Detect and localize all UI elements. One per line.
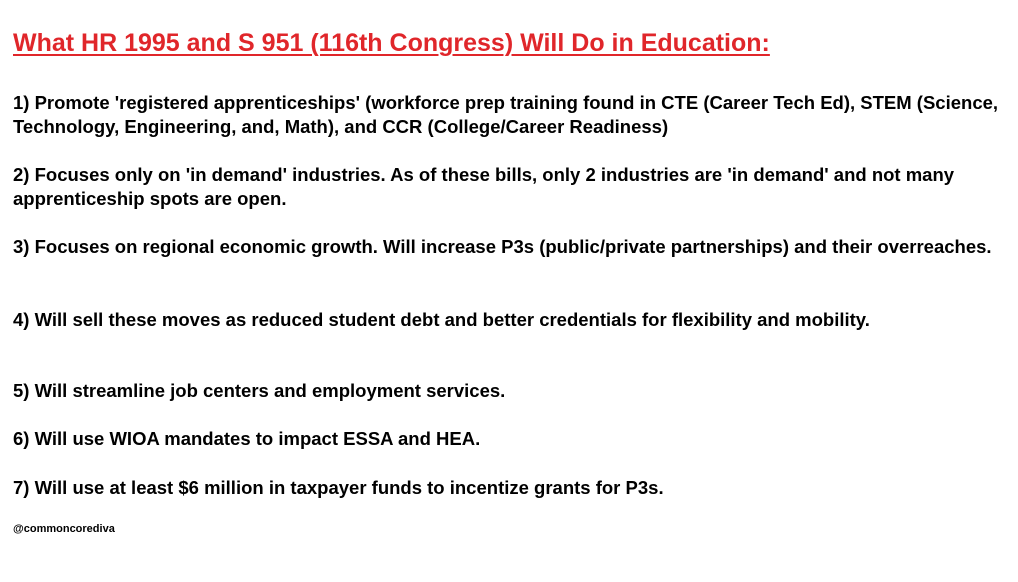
list-item-1: 1) Promote 'registered apprenticeships' (workforce prep training found in CTE (Career Tech Ed), STEM (Science, Technology, Engineering, and, Math), and CCR (College/Career Readiness) (13, 92, 999, 137)
author-handle: @commoncorediva (13, 523, 115, 535)
list-item-2: 2) Focuses only on 'in demand' industries. As of these bills, only 2 industries are 'in demand' and not many apprenticeship spots are open. (13, 164, 955, 209)
list-item-5: 5) Will streamline job centers and employment services. (13, 380, 506, 401)
list-item-7: 7) Will use at least $6 million in taxpayer funds to incentize grants for P3s. (13, 477, 664, 498)
page-title: What HR 1995 and S 951 (116th Congress) Will Do in Education: (13, 29, 770, 57)
list-item-4: 4) Will sell these moves as reduced student debt and better credentials for flexibility and mobility. (13, 309, 870, 330)
list-item-3: 3) Focuses on regional economic growth. Will increase P3s (public/private partnerships) and their overreaches. (13, 236, 992, 257)
list-item-6: 6) Will use WIOA mandates to impact ESSA and HEA. (13, 428, 481, 449)
